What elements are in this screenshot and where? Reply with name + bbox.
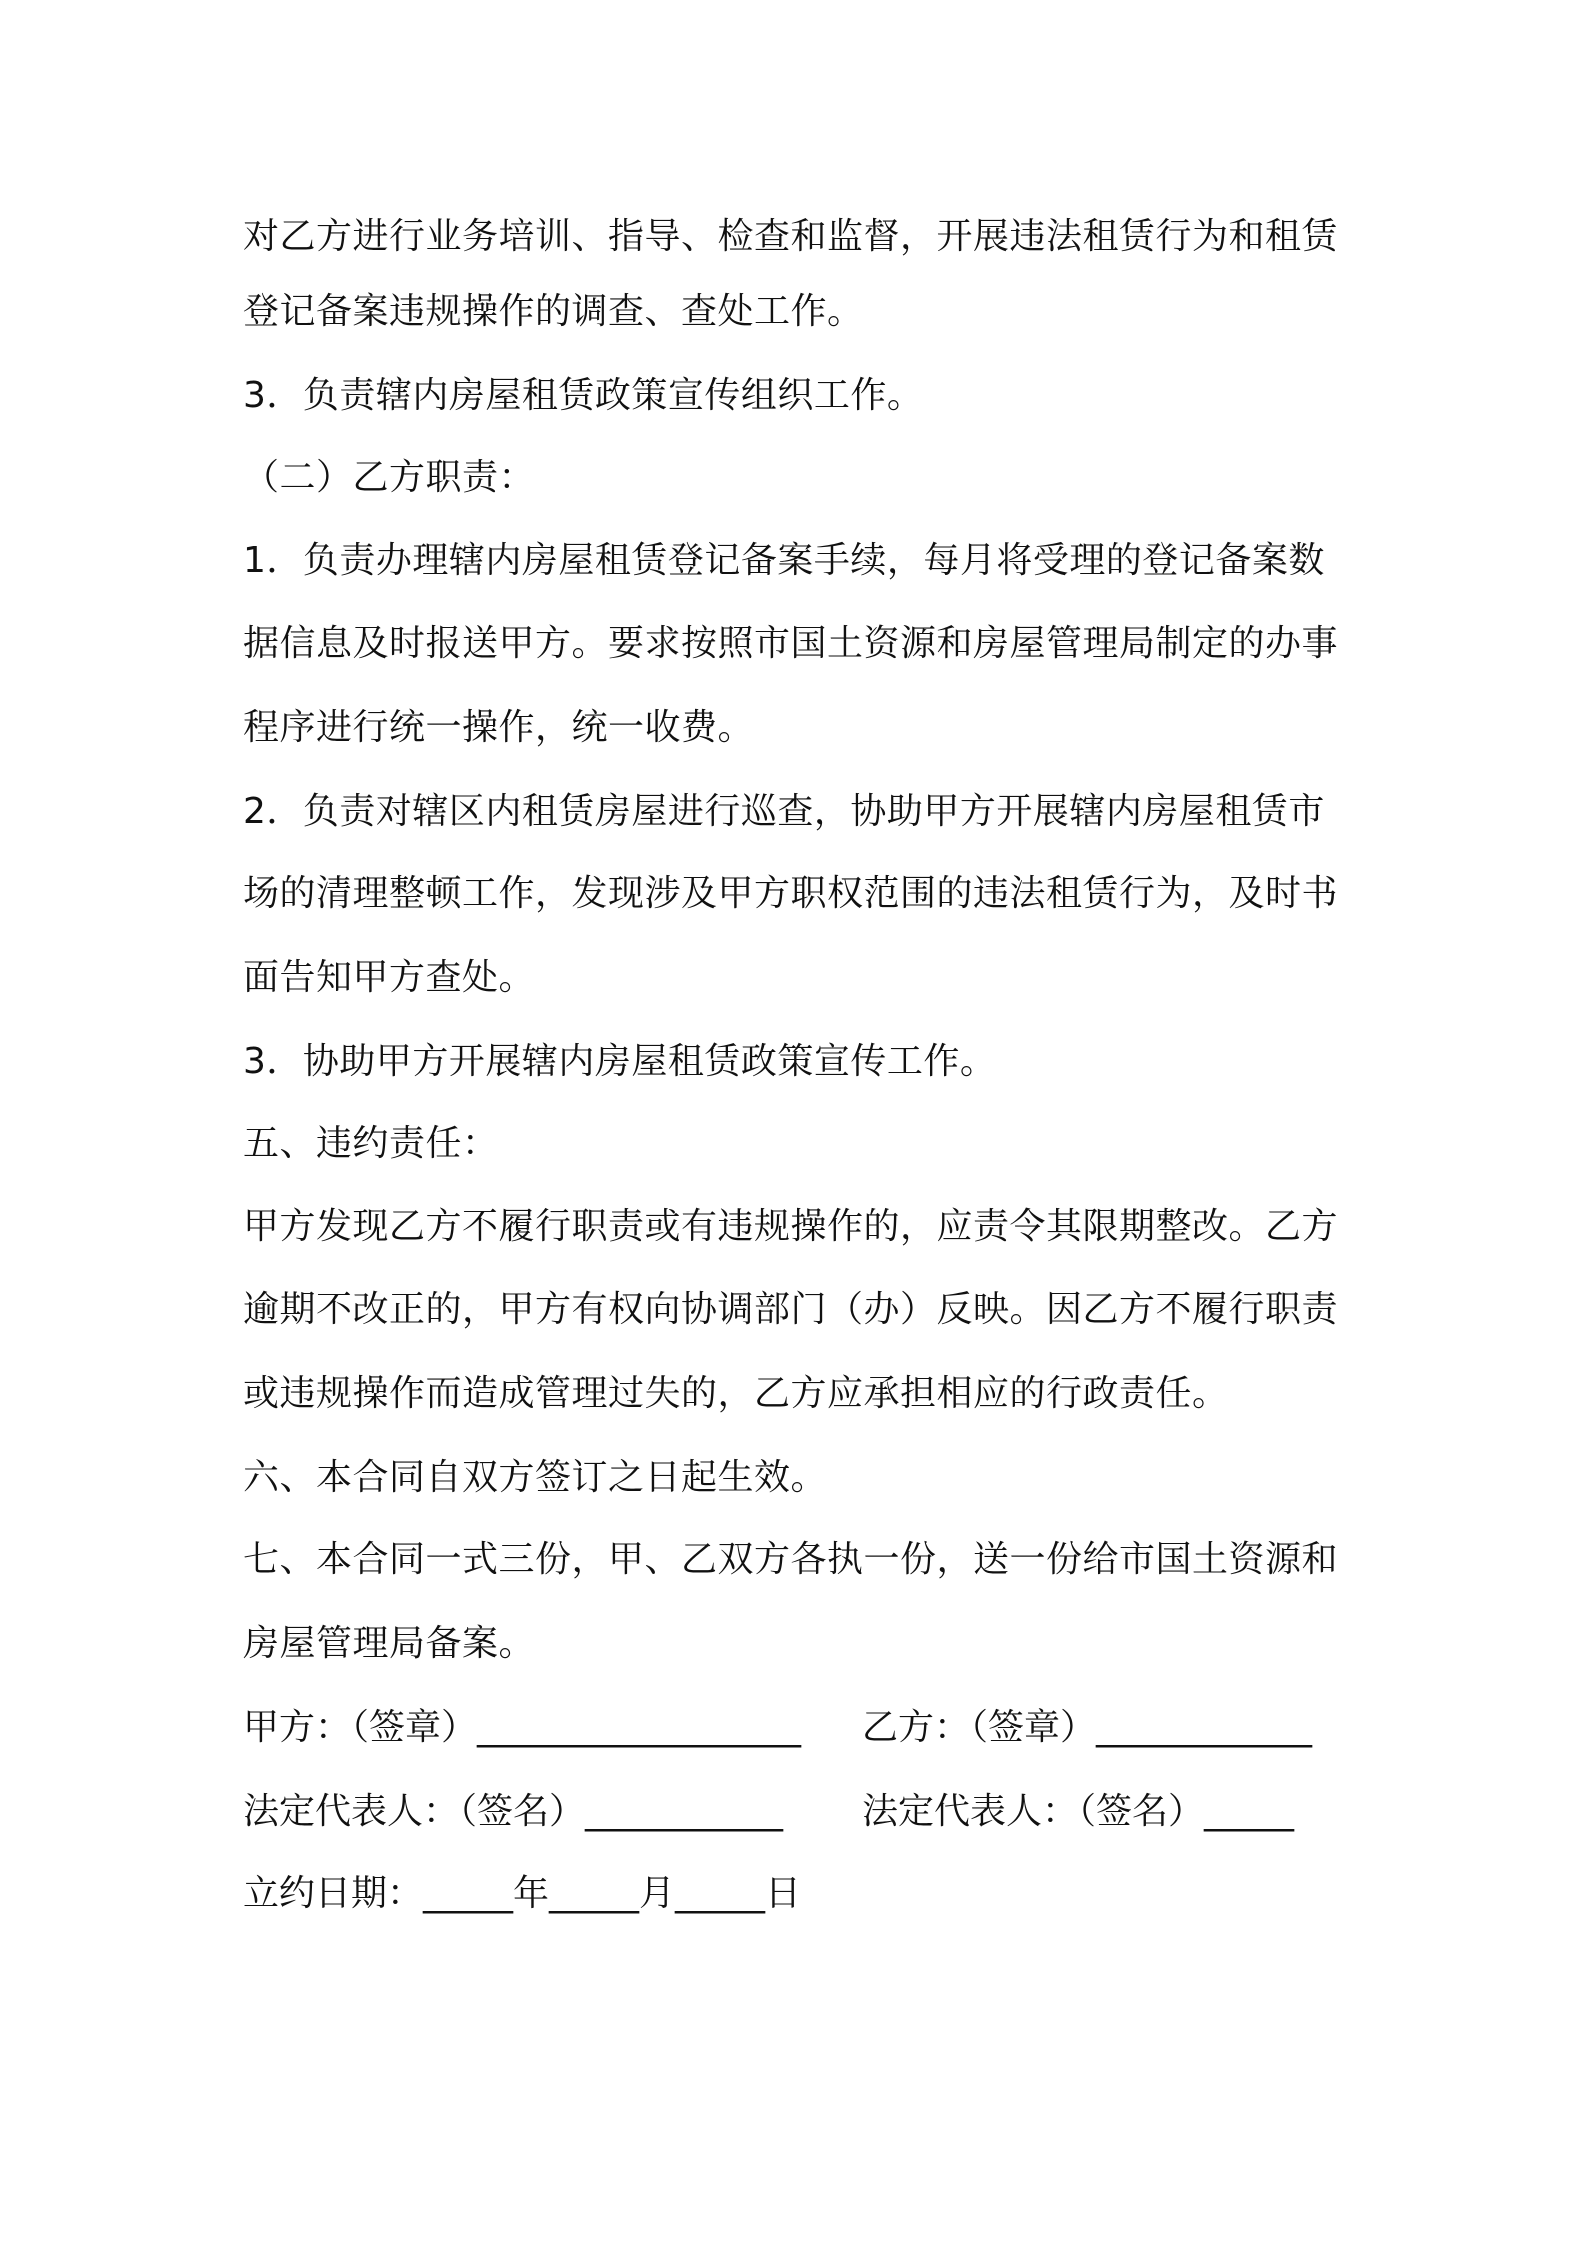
paragraph-line: 面告知甲方查处。: [243, 957, 536, 998]
paragraph-line: 六、本合同自双方签订之日起生效。: [243, 1457, 828, 1498]
paragraph-line: 七、本合同一式三份，甲、乙双方各执一份，送一份给市国土资源和: [243, 1539, 1339, 1580]
paragraph-line: 场的清理整顿工作，发现涉及甲方职权范围的违法租赁行为，及时书: [243, 873, 1339, 914]
paragraph-line: 房屋管理局备案。: [243, 1623, 536, 1664]
paragraph-line: 3．协助甲方开展辖内房屋租赁政策宣传工作。: [243, 1041, 997, 1082]
party-b-seal-field: 乙方：（签章）____________: [862, 1707, 1313, 1748]
section-heading: 五、违约责任：: [243, 1123, 499, 1164]
contract-date-field: 立约日期：_____年_____月_____日: [243, 1873, 802, 1914]
paragraph-line: 或违规操作而造成管理过失的，乙方应承担相应的行政责任。: [243, 1373, 1229, 1414]
paragraph-line: 1．负责办理辖内房屋租赁登记备案手续，每月将受理的登记备案数: [243, 540, 1325, 581]
paragraph-line: 登记备案违规操作的调查、查处工作。: [243, 291, 864, 332]
paragraph-line: 甲方发现乙方不履行职责或有违规操作的，应责令其限期整改。乙方: [243, 1206, 1339, 1247]
party-a-representative-field: 法定代表人：（签名）___________: [243, 1791, 784, 1832]
paragraph-line: 2．负责对辖区内租赁房屋进行巡查，协助甲方开展辖内房屋租赁市: [243, 791, 1325, 832]
paragraph-line: 3．负责辖内房屋租赁政策宣传组织工作。: [243, 375, 924, 416]
party-a-seal-field: 甲方：（签章）__________________: [243, 1707, 802, 1748]
paragraph-line: 据信息及时报送甲方。要求按照市国土资源和房屋管理局制定的办事: [243, 623, 1339, 664]
party-b-representative-field: 法定代表人：（签名）_____: [862, 1791, 1295, 1832]
paragraph-line: 程序进行统一操作，统一收费。: [243, 707, 755, 748]
section-heading: （二）乙方职责：: [243, 457, 536, 498]
paragraph-line: 对乙方进行业务培训、指导、检查和监督，开展违法租赁行为和租赁: [243, 216, 1339, 257]
paragraph-line: 逾期不改正的，甲方有权向协调部门（办）反映。因乙方不履行职责: [243, 1289, 1339, 1330]
